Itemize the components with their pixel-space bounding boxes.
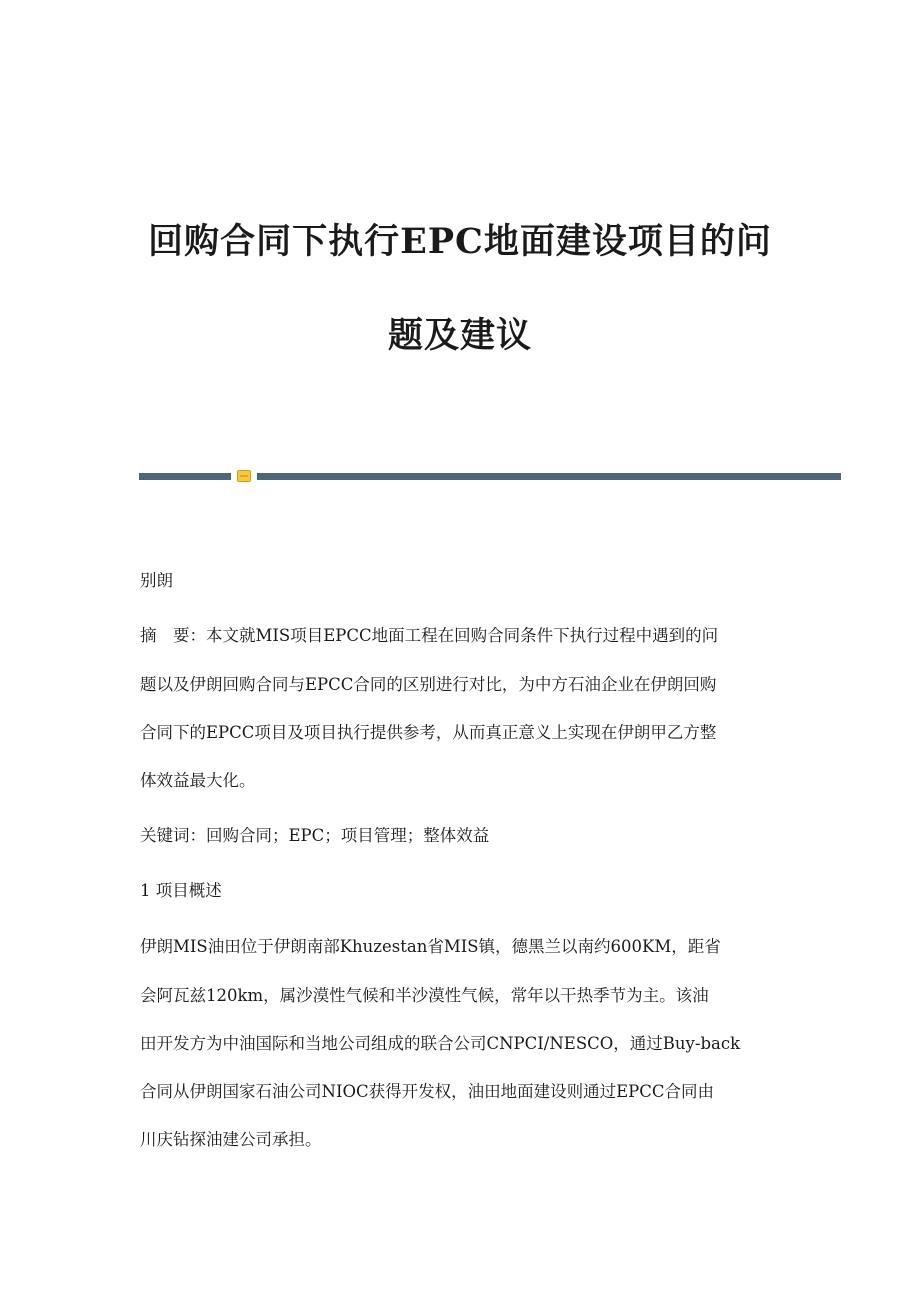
- divider-ornament-icon: [237, 470, 251, 482]
- author: 别朗: [140, 571, 173, 590]
- abstract-line: 合同下的EPCC项目及项目执行提供参考，从而真正意义上实现在伊朗甲乙方整: [140, 723, 717, 742]
- section-heading: 1 项目概述: [140, 881, 222, 900]
- abstract-line: 摘 要：本文就MIS项目EPCC地面工程在回购合同条件下执行过程中遇到的问: [140, 626, 719, 645]
- abstract-line: 体效益最大化。: [140, 771, 256, 790]
- abstract-line: 题以及伊朗回购合同与EPCC合同的区别进行对比，为中方石油企业在伊朗回购: [140, 675, 717, 694]
- body-line: 伊朗MIS油田位于伊朗南部Khuzestan省MIS镇，德黑兰以南约600KM，距省: [140, 937, 721, 956]
- keywords: 关键词：回购合同；EPC；项目管理；整体效益: [140, 826, 490, 845]
- body-line: 会阿瓦兹120km，属沙漠性气候和半沙漠性气候，常年以干热季节为主。该油: [140, 986, 709, 1005]
- body-line: 田开发方为中油国际和当地公司组成的联合公司CNPCI/NESCO，通过Buy-back: [140, 1034, 741, 1053]
- title-line-1: 回购合同下执行EPC地面建设项目的问: [148, 221, 772, 262]
- divider-bar-left: [139, 473, 231, 480]
- body-line: 合同从伊朗国家石油公司NIOC获得开发权，油田地面建设则通过EPCC合同由: [140, 1082, 715, 1101]
- title-divider: [139, 470, 841, 482]
- divider-bar-right: [257, 473, 841, 480]
- title-line-2: 题及建议: [387, 315, 532, 356]
- body-line: 川庆钻探油建公司承担。: [140, 1130, 322, 1149]
